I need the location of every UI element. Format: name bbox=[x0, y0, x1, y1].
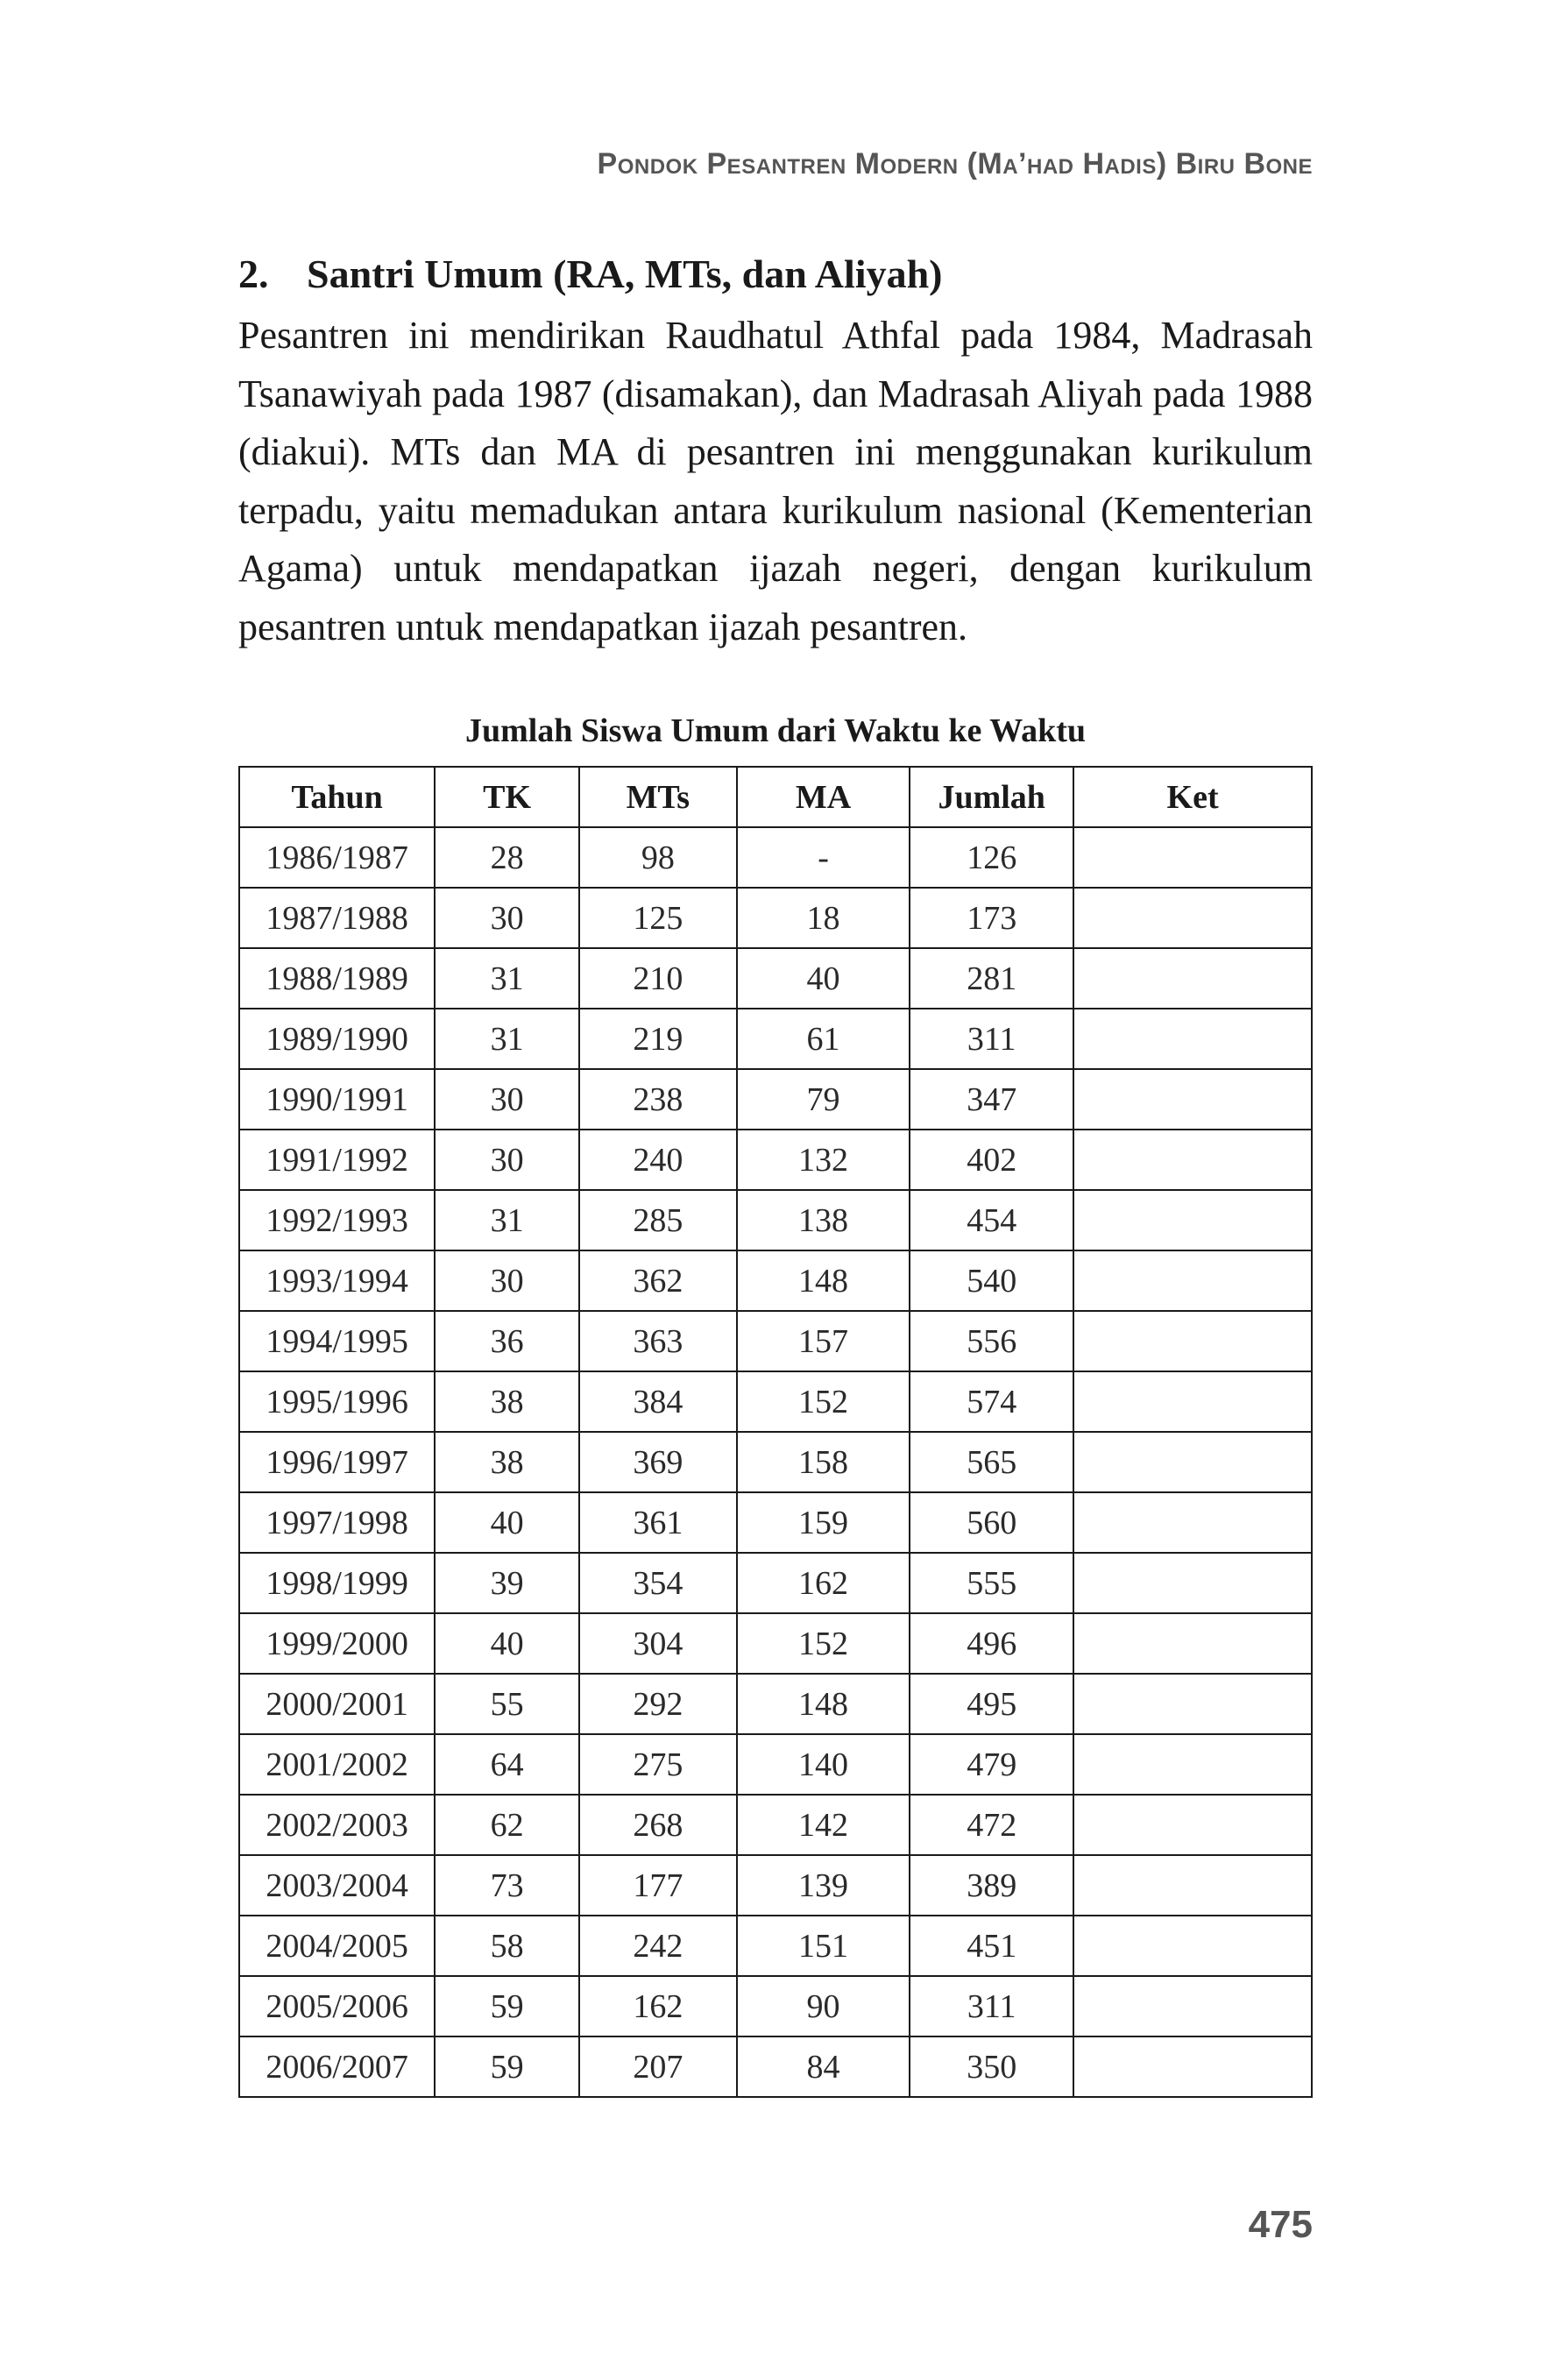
cell-tk: 36 bbox=[435, 1311, 578, 1371]
cell-jumlah: 454 bbox=[910, 1190, 1073, 1250]
cell-mts: 361 bbox=[579, 1492, 737, 1553]
cell-jumlah: 451 bbox=[910, 1916, 1073, 1976]
cell-tahun: 2003/2004 bbox=[239, 1855, 435, 1916]
cell-mts: 98 bbox=[579, 827, 737, 888]
cell-ket bbox=[1073, 1613, 1312, 1674]
student-count-table bbox=[238, 766, 1313, 2098]
cell-mts: 207 bbox=[579, 2036, 737, 2097]
cell-mts: 125 bbox=[579, 888, 737, 948]
cell-tahun: 2004/2005 bbox=[239, 1916, 435, 1976]
cell-ket bbox=[1073, 1492, 1312, 1553]
column-header-ma: MA bbox=[737, 767, 910, 827]
cell-ma: 152 bbox=[737, 1613, 910, 1674]
cell-ket bbox=[1073, 1009, 1312, 1069]
cell-tahun: 1993/1994 bbox=[239, 1250, 435, 1311]
cell-tahun: 1991/1992 bbox=[239, 1130, 435, 1190]
cell-ma: 18 bbox=[737, 888, 910, 948]
cell-tk: 31 bbox=[435, 1009, 578, 1069]
table-body bbox=[239, 827, 1312, 2097]
cell-mts: 285 bbox=[579, 1190, 737, 1250]
cell-tahun: 1994/1995 bbox=[239, 1311, 435, 1371]
cell-tahun: 1996/1997 bbox=[239, 1432, 435, 1492]
cell-tahun: 1998/1999 bbox=[239, 1553, 435, 1613]
cell-tahun: 2000/2001 bbox=[239, 1674, 435, 1734]
cell-jumlah: 281 bbox=[910, 948, 1073, 1009]
cell-jumlah: 555 bbox=[910, 1553, 1073, 1613]
cell-tahun: 1992/1993 bbox=[239, 1190, 435, 1250]
cell-ma: 90 bbox=[737, 1976, 910, 2036]
table-row bbox=[239, 1795, 1312, 1855]
table-row bbox=[239, 1069, 1312, 1130]
cell-ket bbox=[1073, 1130, 1312, 1190]
cell-tahun: 1988/1989 bbox=[239, 948, 435, 1009]
section-number: 2. bbox=[238, 251, 269, 296]
cell-mts: 362 bbox=[579, 1250, 737, 1311]
column-header-mts: MTs bbox=[579, 767, 737, 827]
cell-ma: 40 bbox=[737, 948, 910, 1009]
cell-mts: 242 bbox=[579, 1916, 737, 1976]
cell-jumlah: 565 bbox=[910, 1432, 1073, 1492]
cell-jumlah: 311 bbox=[910, 1009, 1073, 1069]
cell-ket bbox=[1073, 1432, 1312, 1492]
table-row bbox=[239, 948, 1312, 1009]
cell-ma: 148 bbox=[737, 1674, 910, 1734]
cell-ma: - bbox=[737, 827, 910, 888]
cell-ket bbox=[1073, 888, 1312, 948]
cell-mts: 210 bbox=[579, 948, 737, 1009]
cell-tahun: 2006/2007 bbox=[239, 2036, 435, 2097]
cell-mts: 363 bbox=[579, 1311, 737, 1371]
cell-jumlah: 496 bbox=[910, 1613, 1073, 1674]
cell-mts: 219 bbox=[579, 1009, 737, 1069]
table-row bbox=[239, 1130, 1312, 1190]
cell-tahun: 2001/2002 bbox=[239, 1734, 435, 1795]
cell-jumlah: 479 bbox=[910, 1734, 1073, 1795]
table-row bbox=[239, 1371, 1312, 1432]
column-header-jumlah: Jumlah bbox=[910, 767, 1073, 827]
cell-mts: 384 bbox=[579, 1371, 737, 1432]
cell-ma: 140 bbox=[737, 1734, 910, 1795]
table-row bbox=[239, 1009, 1312, 1069]
table-header-row bbox=[239, 767, 1312, 827]
table-row bbox=[239, 1613, 1312, 1674]
cell-tk: 58 bbox=[435, 1916, 578, 1976]
cell-mts: 162 bbox=[579, 1976, 737, 2036]
table-row bbox=[239, 1734, 1312, 1795]
cell-ket bbox=[1073, 2036, 1312, 2097]
cell-tahun: 1990/1991 bbox=[239, 1069, 435, 1130]
cell-tahun: 1995/1996 bbox=[239, 1371, 435, 1432]
table-row bbox=[239, 1553, 1312, 1613]
cell-tahun: 1989/1990 bbox=[239, 1009, 435, 1069]
table-row bbox=[239, 888, 1312, 948]
table-row bbox=[239, 1250, 1312, 1311]
cell-ma: 142 bbox=[737, 1795, 910, 1855]
cell-tahun: 1997/1998 bbox=[239, 1492, 435, 1553]
cell-tk: 62 bbox=[435, 1795, 578, 1855]
cell-jumlah: 126 bbox=[910, 827, 1073, 888]
cell-ma: 152 bbox=[737, 1371, 910, 1432]
cell-jumlah: 350 bbox=[910, 2036, 1073, 2097]
cell-ma: 148 bbox=[737, 1250, 910, 1311]
cell-ma: 162 bbox=[737, 1553, 910, 1613]
cell-jumlah: 556 bbox=[910, 1311, 1073, 1371]
cell-tk: 30 bbox=[435, 1250, 578, 1311]
table-row bbox=[239, 1674, 1312, 1734]
cell-jumlah: 311 bbox=[910, 1976, 1073, 2036]
cell-tk: 30 bbox=[435, 888, 578, 948]
cell-tk: 28 bbox=[435, 827, 578, 888]
table-row bbox=[239, 1492, 1312, 1553]
table-row bbox=[239, 1976, 1312, 2036]
cell-ket bbox=[1073, 1250, 1312, 1311]
cell-tk: 40 bbox=[435, 1492, 578, 1553]
cell-tk: 38 bbox=[435, 1371, 578, 1432]
cell-ma: 84 bbox=[737, 2036, 910, 2097]
table-row bbox=[239, 1311, 1312, 1371]
cell-tahun: 1986/1987 bbox=[239, 827, 435, 888]
table-row bbox=[239, 1190, 1312, 1250]
cell-tk: 55 bbox=[435, 1674, 578, 1734]
table-row bbox=[239, 1855, 1312, 1916]
cell-ket bbox=[1073, 1311, 1312, 1371]
cell-mts: 275 bbox=[579, 1734, 737, 1795]
cell-mts: 268 bbox=[579, 1795, 737, 1855]
section-heading bbox=[238, 251, 942, 297]
cell-ma: 157 bbox=[737, 1311, 910, 1371]
cell-ma: 151 bbox=[737, 1916, 910, 1976]
cell-mts: 177 bbox=[579, 1855, 737, 1916]
cell-ma: 159 bbox=[737, 1492, 910, 1553]
cell-ket bbox=[1073, 1916, 1312, 1976]
cell-tahun: 2005/2006 bbox=[239, 1976, 435, 2036]
cell-jumlah: 560 bbox=[910, 1492, 1073, 1553]
cell-ket bbox=[1073, 1674, 1312, 1734]
cell-tk: 31 bbox=[435, 1190, 578, 1250]
cell-jumlah: 389 bbox=[910, 1855, 1073, 1916]
cell-ket bbox=[1073, 827, 1312, 888]
cell-tk: 64 bbox=[435, 1734, 578, 1795]
cell-tk: 31 bbox=[435, 948, 578, 1009]
cell-ket bbox=[1073, 948, 1312, 1009]
cell-mts: 369 bbox=[579, 1432, 737, 1492]
cell-mts: 292 bbox=[579, 1674, 737, 1734]
table-caption: Jumlah Siswa Umum dari Waktu ke Waktu bbox=[464, 712, 1087, 749]
cell-mts: 304 bbox=[579, 1613, 737, 1674]
cell-ket bbox=[1073, 1795, 1312, 1855]
cell-ket bbox=[1073, 1069, 1312, 1130]
cell-ma: 79 bbox=[737, 1069, 910, 1130]
cell-tahun: 1987/1988 bbox=[239, 888, 435, 948]
cell-jumlah: 574 bbox=[910, 1371, 1073, 1432]
cell-ma: 158 bbox=[737, 1432, 910, 1492]
cell-ket bbox=[1073, 1855, 1312, 1916]
cell-tk: 38 bbox=[435, 1432, 578, 1492]
cell-jumlah: 347 bbox=[910, 1069, 1073, 1130]
cell-ma: 132 bbox=[737, 1130, 910, 1190]
section-title: Santri Umum (RA, MTs, dan Aliyah) bbox=[307, 251, 943, 296]
body-paragraph: Pesantren ini mendirikan Raudhatul Athfal pada 1984, Madrasah Tsanawiyah pada 1987 (disamakan), dan Madrasah Aliyah pada 1988 (diakui). MTs dan MA di pesantren ini menggunakan kurikulum terpadu, yaitu memadukan antara kurikulum nasional (Kementerian Agama) untuk mendapatkan ijazah negeri, dengan kurikulum pesantren untuk mendapatkan ijazah pesantren. bbox=[238, 314, 1313, 648]
cell-ket bbox=[1073, 1553, 1312, 1613]
column-header-tk: TK bbox=[435, 767, 578, 827]
cell-jumlah: 402 bbox=[910, 1130, 1073, 1190]
table-row bbox=[239, 2036, 1312, 2097]
cell-ket bbox=[1073, 1190, 1312, 1250]
cell-tk: 59 bbox=[435, 2036, 578, 2097]
cell-jumlah: 495 bbox=[910, 1674, 1073, 1734]
cell-tk: 30 bbox=[435, 1130, 578, 1190]
cell-ma: 139 bbox=[737, 1855, 910, 1916]
cell-tk: 59 bbox=[435, 1976, 578, 2036]
cell-jumlah: 173 bbox=[910, 888, 1073, 948]
page-number: 475 bbox=[1248, 2203, 1313, 2246]
cell-ket bbox=[1073, 1976, 1312, 2036]
cell-tk: 39 bbox=[435, 1553, 578, 1613]
cell-tk: 40 bbox=[435, 1613, 578, 1674]
cell-tk: 30 bbox=[435, 1069, 578, 1130]
cell-tahun: 2002/2003 bbox=[239, 1795, 435, 1855]
cell-tahun: 1999/2000 bbox=[239, 1613, 435, 1674]
cell-mts: 240 bbox=[579, 1130, 737, 1190]
column-header-tahun: Tahun bbox=[239, 767, 435, 827]
cell-mts: 238 bbox=[579, 1069, 737, 1130]
cell-mts: 354 bbox=[579, 1553, 737, 1613]
cell-ket bbox=[1073, 1371, 1312, 1432]
table-row bbox=[239, 1916, 1312, 1976]
column-header-ket: Ket bbox=[1073, 767, 1312, 827]
cell-ket bbox=[1073, 1734, 1312, 1795]
cell-ma: 61 bbox=[737, 1009, 910, 1069]
table-row bbox=[239, 827, 1312, 888]
cell-ma: 138 bbox=[737, 1190, 910, 1250]
cell-jumlah: 540 bbox=[910, 1250, 1073, 1311]
cell-jumlah: 472 bbox=[910, 1795, 1073, 1855]
running-header: Pondok Pesantren Modern (Ma’had Hadis) Biru Bone bbox=[597, 147, 1313, 181]
cell-tk: 73 bbox=[435, 1855, 578, 1916]
table-row bbox=[239, 1432, 1312, 1492]
